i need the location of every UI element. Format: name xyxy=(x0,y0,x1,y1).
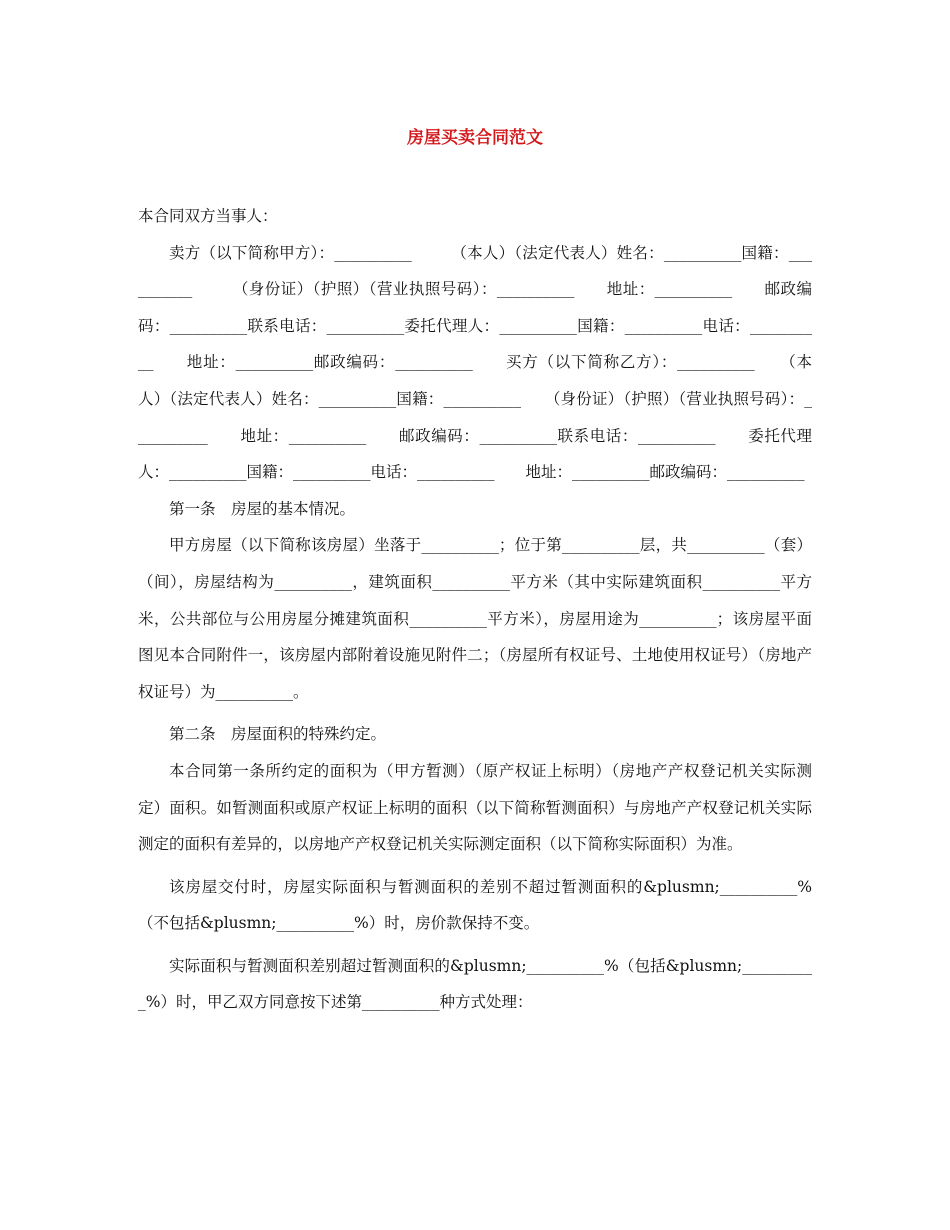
article-2-heading: 第二条 房屋面积的特殊约定。 xyxy=(169,725,387,744)
article-1-heading: 第一条 房屋的基本情况。 xyxy=(169,499,356,518)
article-2-body: 本合同第一条所约定的面积为（甲方暂测）（原产权证上标明）（房地产产权登记机关实际测定）面积。如暂测面积或原产权证上标明的面积（以下简称暂测面积）与房地产产权登记机关实际测定的面积有差异的，以房地产产权登记机关实际测定面积（以下简称实际面积）为准。 xyxy=(138,761,812,854)
document-title: 房屋买卖合同范文 xyxy=(407,128,543,148)
area-tolerance-clause: 该房屋交付时，房屋实际面积与暂测面积的差别不超过暂测面积的&plusmn;__________%（不包括&plusmn;__________%）时，房价款保持不变。 xyxy=(138,877,812,933)
article-1-body: 甲方房屋（以下简称该房屋）坐落于__________；位于第__________层，共__________（套）（间），房屋结构为__________，建筑面积__________平方米（其中实际建筑面积__________平方米，公共部位与公用房屋分摊建筑面积__________平方米），房屋用途为__________；该房屋平面图见本合同附件一，该房屋内部附着设施见附件二；（房屋所有权证号、土地使用权证号）（房地产权证号）为__________。 xyxy=(138,536,812,701)
parties-details: 卖方（以下简称甲方）：__________ （本人）（法定代表人）姓名：__________国籍：__________ （身份证）（护照）（营业执照号码）：__________ 地址：__________ 邮政编码：__________联系电话：__________委托代理人：__________国籍：__________电话：__________ 地址：__________邮政编码：__________ 买方（以下简称乙方）：__________ （本人）（法定代表人）姓名：__________国籍：__________ （身份证）（护照）（营业执照号码）：__________ 地址：__________ 邮政编码：__________联系电话：__________ 委托代理人：__________国籍：__________电话：__________ 地址：__________邮政编码：__________ xyxy=(138,243,812,482)
area-excess-clause: 实际面积与暂测面积差别超过暂测面积的&plusmn;__________%（包括&plusmn;__________%）时，甲乙双方同意按下述第__________种方式处理： xyxy=(138,956,812,1012)
parties-intro: 本合同双方当事人： xyxy=(138,207,278,225)
